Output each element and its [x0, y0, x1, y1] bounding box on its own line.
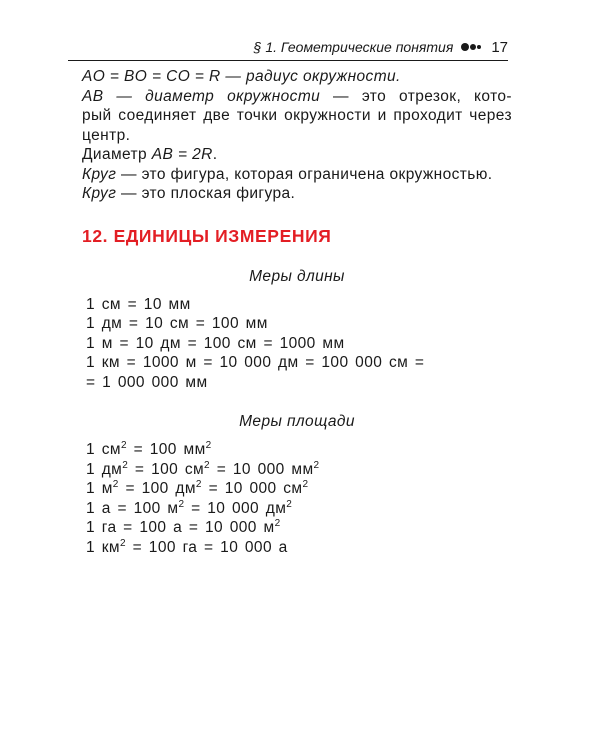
diameter-definition-line2: рый соединяет две точки окружности и проходит через [82, 107, 512, 124]
section-heading: 12. ЕДИНИЦЫ ИЗМЕРЕНИЯ [82, 225, 332, 246]
area-units-list [86, 440, 512, 557]
radius-definition: AO = BO = CO = R — радиус окружности. [82, 68, 401, 85]
length-line: 1 дм = 10 см = 100 мм [86, 315, 268, 332]
running-header [68, 34, 508, 61]
area-line: 1 $км^2 = 100$ га = 10 000 а [86, 537, 288, 556]
length-title: Меры длины [249, 267, 345, 285]
page-number: 17 [491, 38, 508, 56]
area-line: 1 а = 100 $м^2 = 10$ 000 $дм^2$ [86, 498, 293, 517]
diameter-definition-line1: AB — диаметр окружности — это отрезок, кото- [82, 87, 512, 105]
area-line: 1 $м^2 = 100$ $дм^2 = 10$ 000 $см^2$ [86, 479, 309, 497]
diameter-definition-line3: центр. [82, 126, 131, 144]
area-line: 1 $см^2 = 100$ $мм^2$ [86, 440, 212, 458]
page-content [82, 67, 512, 557]
length-line: 1 м = 10 дм = 100 см = 1000 мм [86, 334, 345, 352]
length-line: 1 км = 1000 м = 10 000 дм = 100 000 см = [86, 354, 425, 371]
length-line: = 1 000 000 мм [86, 373, 208, 391]
area-line: 1 $дм^2 = 100$ $см^2 = 10$ 000 $мм^2$ [86, 459, 320, 478]
area-title: Меры площади [239, 413, 355, 430]
circle-definition-2: Круг — это плоская фигура. [82, 185, 296, 202]
area-line: 1 га = 100 а = 10 000 $м^2$ [86, 518, 281, 536]
bullet-dots-icon [461, 43, 481, 51]
length-line: 1 см = 10 мм [86, 295, 191, 313]
circle-definition-1: Круг — это фигура, которая ограничена окружностью. [82, 165, 493, 183]
diameter-formula: Диаметр AB = 2R. [82, 146, 218, 163]
length-units-list [86, 295, 512, 393]
section-title: § 1. Геометрические понятия [253, 39, 454, 55]
